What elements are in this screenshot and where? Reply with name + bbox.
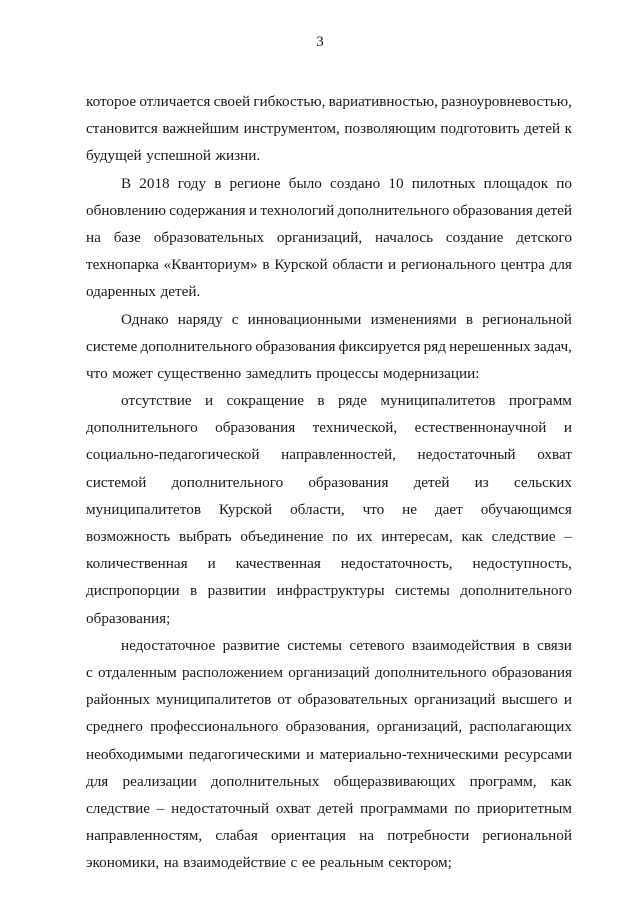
text-line: которое отличается своей гибкостью, вариативностью, разноуровневостью, <box>86 93 572 110</box>
text-line: Однако наряду с инновационными изменениями в региональной <box>121 310 572 328</box>
text-line: экономики, на взаимодействие с ее реальным сектором; <box>86 854 452 872</box>
paragraph <box>86 170 572 306</box>
text-line: недостаточное развитие системы сетевого взаимодействия в связи <box>121 636 572 654</box>
text-line: муниципалитетов Курской области, что не дает обучающимся <box>86 500 572 518</box>
text-line: социально-педагогической направленностей, недостаточный охват <box>86 446 572 464</box>
text-line: становится важнейшим инструментом, позволяющим подготовить детей к <box>86 120 572 138</box>
text-line: среднего профессионального образования, организаций, располагающих <box>86 718 572 736</box>
paragraph <box>86 88 572 170</box>
text-line: В 2018 году в регионе было создано 10 пилотных площадок по <box>121 174 572 192</box>
paragraph <box>86 387 572 632</box>
text-line: будущей успешной жизни. <box>86 147 261 165</box>
text-line: на базе образовательных организаций, началось создание детского <box>86 228 572 246</box>
text-line: необходимыми педагогическими и материально-техническими ресурсами <box>86 745 572 763</box>
text-line: системой дополнительного образования детей из сельских <box>86 473 572 491</box>
paragraph <box>86 306 572 388</box>
text-line: образования; <box>86 609 171 627</box>
text-line: следствие – недостаточный охват детей программами по приоритетным <box>86 799 572 817</box>
text-line: что может существенно замедлить процессы модернизации: <box>86 364 480 382</box>
text-line: технопарка «Кванториум» в Курской области и регионального центра для <box>86 256 572 274</box>
text-line: отсутствие и сокращение в ряде муниципалитетов программ <box>121 392 572 410</box>
text-line: возможность выбрать объединение по их интересам, как следствие – <box>86 528 572 545</box>
text-line: обновлению содержания и технологий дополнительного образования детей <box>86 201 572 219</box>
text-line: для реализации дополнительных общеразвивающих программ, как <box>86 772 572 790</box>
text-line: направленностям, слабая ориентация на потребности региональной <box>86 827 572 845</box>
text-line: дополнительного образования технической, естественнонаучной и <box>86 419 572 437</box>
text-line: одаренных детей. <box>86 283 201 301</box>
text-line: системе дополнительного образования фиксируется ряд нерешенных задач, <box>86 337 572 355</box>
text-line: диспропорции в развитии инфраструктуры системы дополнительного <box>86 582 572 600</box>
page-number: 3 <box>316 34 324 50</box>
paragraph <box>86 632 572 877</box>
text-line: количественная и качественная недостаточность, недоступность, <box>86 555 572 573</box>
document-body <box>86 88 572 876</box>
text-line: с отдаленным расположением организаций дополнительного образования <box>86 663 572 681</box>
text-line: районных муниципалитетов от образовательных организаций высшего и <box>86 691 572 709</box>
